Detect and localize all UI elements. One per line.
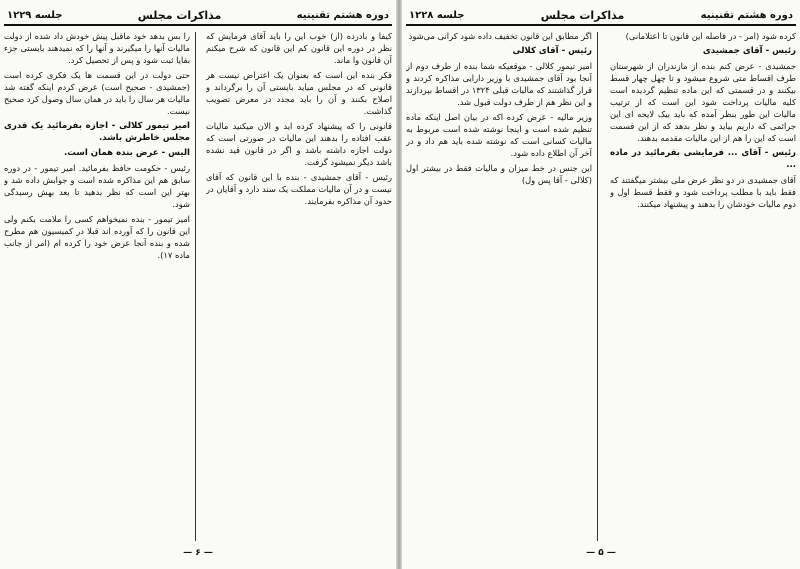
paragraph: وزیر مالیه - عرض کرده اکه در بیان اصل اینکه ماده تنظیم شده است و اینجا نوشته شده است مربوط به مالیات کسانی است که نوشته شده باید هم داد و در آخر آن اطلاع داده شود. (406, 112, 592, 158)
speaker-heading: رئیس - آقای کلالی (512, 46, 592, 56)
paragraph: جمشیدی - عرض کنم بنده از مازندران از شهرستان طرف اقساط متی شروع میشود و تا چهل چهار قسط بیکنند و در قسمتی که این ماده تنظیم گردیده است کلیه مالیات پرداخت شود این است که از ترتیب مالیات این طور بنظر آمده که باید بیک لایحه ای این جرائمی که داریم بیاید و نظر بدهد که از این قسمت است که این را هم از این مالیات مقدمه بدهند. (610, 61, 796, 143)
paragraph: رئیس - حکومت حافظ بفرمائید. امیر تیمور - در دوره سابق هم این مذاکره شده است و جوابش داده شد و بهتر این است که نظر بدهید تا بعد بهش رسیدگی شود. (4, 163, 190, 209)
header-session: جلسه ۱۲۲۹ (7, 9, 63, 21)
page-number: — ۵ — (586, 548, 616, 558)
column-divider (597, 32, 598, 541)
paragraph: آقای جمشیدی در دو نظر عرض ملی بیشتر میگفتند که فقط باید با مطلب پرداخت شود و فقط قسط اول و دوم مالیات خودشان را بدهند و پیشنهاد میکنند. (610, 175, 796, 209)
paragraph: فکر بنده این است که بعنوان یک اعتراض نیست هر قانونی که در مجلس میاید بایستی آن را برگرداند و اصلاح بکنند و آن را باید مجدد در معرض تصویب گذاشت. (206, 70, 392, 116)
page-right (406, 6, 796, 561)
paragraph: را بس بدهد خود ماقبل پیش خودش داد شده از دولت مالیات آنها را میگیرند و آنها را که نمیدهند بایستی جزء بقایا ثبت شود و پس از تحصیل کرد. (4, 31, 190, 65)
paragraph: کرده شود (امر - در فاصله این قانون تا اعتلامانی) (625, 31, 796, 41)
column-divider (195, 32, 196, 541)
page-header (406, 6, 796, 26)
page-number: — ۶ — (183, 548, 213, 558)
paragraph: امیر تیمور کلالی - موقعیکه شما بنده از طرف دوم از آنجا بود آقای جمشیدی با وزیر دارایی مذاکره کردند و قرار گذاشتند که مالیات قبلی ۱۳۲۴ در اقساط بپردازند و این نظر هم از طرف دولت قبول شد. (406, 61, 592, 107)
paragraph: کیفا و بادرده (از) خوب این را باید آقای فرمایش که نظر در دوره این قانون کم این قانون که شرح میکنم آن قانون وا ماند. (206, 31, 392, 65)
speaker-heading: رئیس - آقای ... فرمایشی بفرمائید در ماده ... (610, 148, 796, 170)
paragraph: این جنس در خط میزان و مالیات فقط در بیشتر اول (کلالی - آقا پس ول) (406, 163, 592, 185)
text-columns (4, 30, 392, 541)
speaker-heading: امیر تیمور کلالی - اجازه بفرمائید یک قدری مجلس خاطرش باشد. (4, 121, 190, 143)
column-right (610, 30, 796, 541)
book-gutter (396, 0, 402, 569)
page-header (4, 6, 392, 26)
header-session: جلسه ۱۲۲۸ (409, 9, 465, 21)
column-left (4, 30, 190, 541)
column-left (406, 30, 592, 541)
paragraph: قانونی را که پیشنهاد کرده اید و الان میکنید مالیات عقب افتاده را بدهند این مالیات در صورتی است که دولت اجازه داشته باشد و اگر در قانون قید نشده باشد دیگر نمیشود گرفت. (206, 121, 392, 167)
page-left (4, 6, 392, 561)
text-columns (406, 30, 796, 541)
paragraph: رئیس - آقای جمشیدی - بنده با این قانون که آقای نیست و در آن مالیات مملکت یک سند دارد و آقایان در حدود آن مذاکره بفرمایند. (206, 172, 392, 206)
paragraph: اگر مطابق این قانون تخفیف داده شود کرانی می‌شود (408, 31, 592, 41)
speaker-heading: الیس - عرض بنده همان است. (64, 148, 190, 158)
header-title: مذاکرات مجلس (540, 8, 625, 22)
column-right (206, 30, 392, 541)
header-period: دوره هشتم تقنینیه (700, 9, 793, 21)
paragraph: امیر تیمور - بنده نمیخواهم کسی را ملامت بکنم ولی این قانون را که آورده اند قبلا در کمیسیون هم مطرح شده و بنده آنجا عرض خود را کرده ام (امر از جانب ماده ۱۷). (4, 214, 190, 260)
header-period: دوره هشتم تقنینیه (296, 9, 389, 21)
header-title: مذاکرات مجلس (137, 8, 222, 22)
speaker-heading: رئیس - آقای جمشیدی (702, 46, 796, 56)
paragraph: حتی دولت در این قسمت ها یک فکری کرده است (جمشیدی - صحیح است) عرض کردم اینکه گفته شد مالیات هر سال را باید در همان سال وصول کرد صحیح نیست. (4, 70, 190, 116)
